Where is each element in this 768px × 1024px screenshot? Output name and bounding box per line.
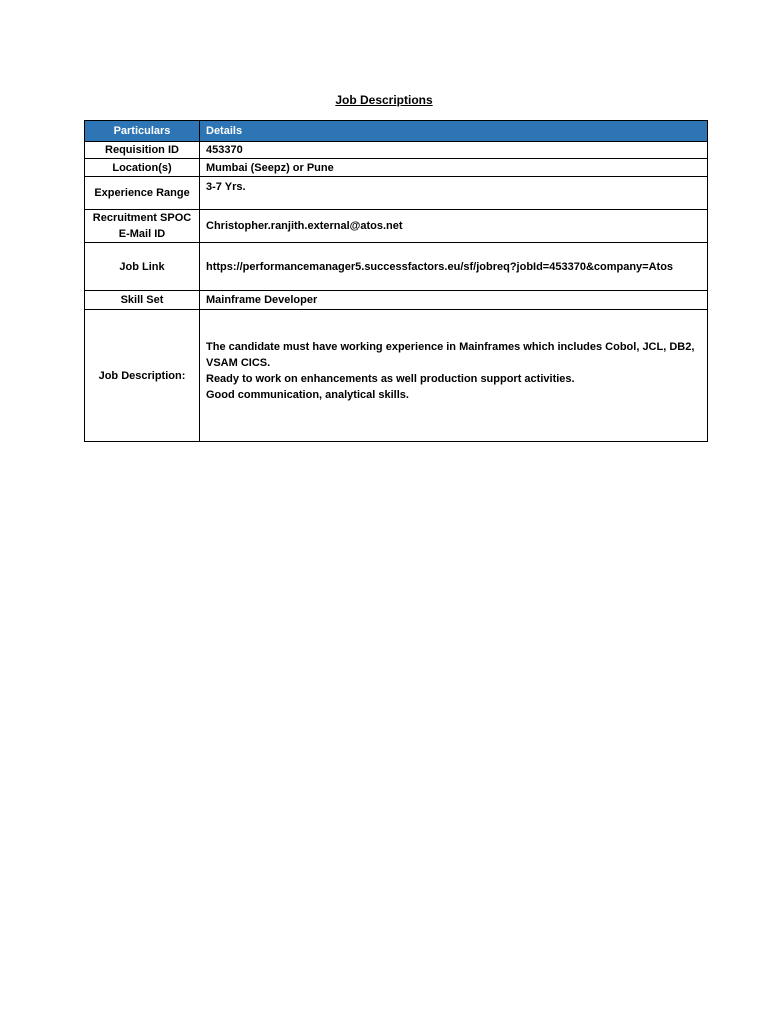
table-row-requisition: [85, 142, 708, 159]
table-header-row: [85, 121, 708, 142]
page-title: Job Descriptions: [335, 93, 433, 107]
job-details-table: [84, 120, 708, 442]
spoc-label-line1: Recruitment SPOC: [92, 212, 192, 224]
spoc-email-value: Christopher.ranjith.external@atos.net: [200, 210, 708, 243]
skill-set-value: Mainframe Developer: [200, 291, 708, 310]
header-particulars: Particulars: [85, 121, 200, 142]
job-description-value: [200, 310, 708, 442]
job-link-label: Job Link: [85, 243, 200, 291]
table-row-job-link: [85, 243, 708, 291]
requisition-value: 453370: [200, 142, 708, 159]
table-row-spoc: [85, 210, 708, 243]
requisition-label: Requisition ID: [85, 142, 200, 159]
experience-value: 3-7 Yrs.: [200, 177, 708, 210]
skill-set-label: Skill Set: [85, 291, 200, 310]
header-details: Details: [200, 121, 708, 142]
job-description-line: Ready to work on enhancements as well production support activities.: [206, 372, 575, 385]
table-row-experience: [85, 177, 708, 210]
job-description-line: VSAM CICS.: [206, 356, 271, 369]
table-row-job-description: [85, 310, 708, 442]
location-label: Location(s): [85, 159, 200, 177]
spoc-label: [85, 210, 200, 243]
job-description-line: Good communication, analytical skills.: [206, 388, 409, 401]
table-row-skill-set: [85, 291, 708, 310]
job-description-label: Job Description:: [85, 310, 200, 442]
experience-label: Experience Range: [85, 177, 200, 210]
job-link-value: https://performancemanager5.successfactors.eu/sf/jobreq?jobId=453370&company=Atos: [200, 243, 708, 291]
table-row-location: [85, 159, 708, 177]
spoc-label-line2: E-Mail ID: [118, 228, 166, 240]
location-value: Mumbai (Seepz) or Pune: [200, 159, 708, 177]
job-description-line: The candidate must have working experience in Mainframes which includes Cobol, JCL, DB2,: [206, 340, 695, 353]
